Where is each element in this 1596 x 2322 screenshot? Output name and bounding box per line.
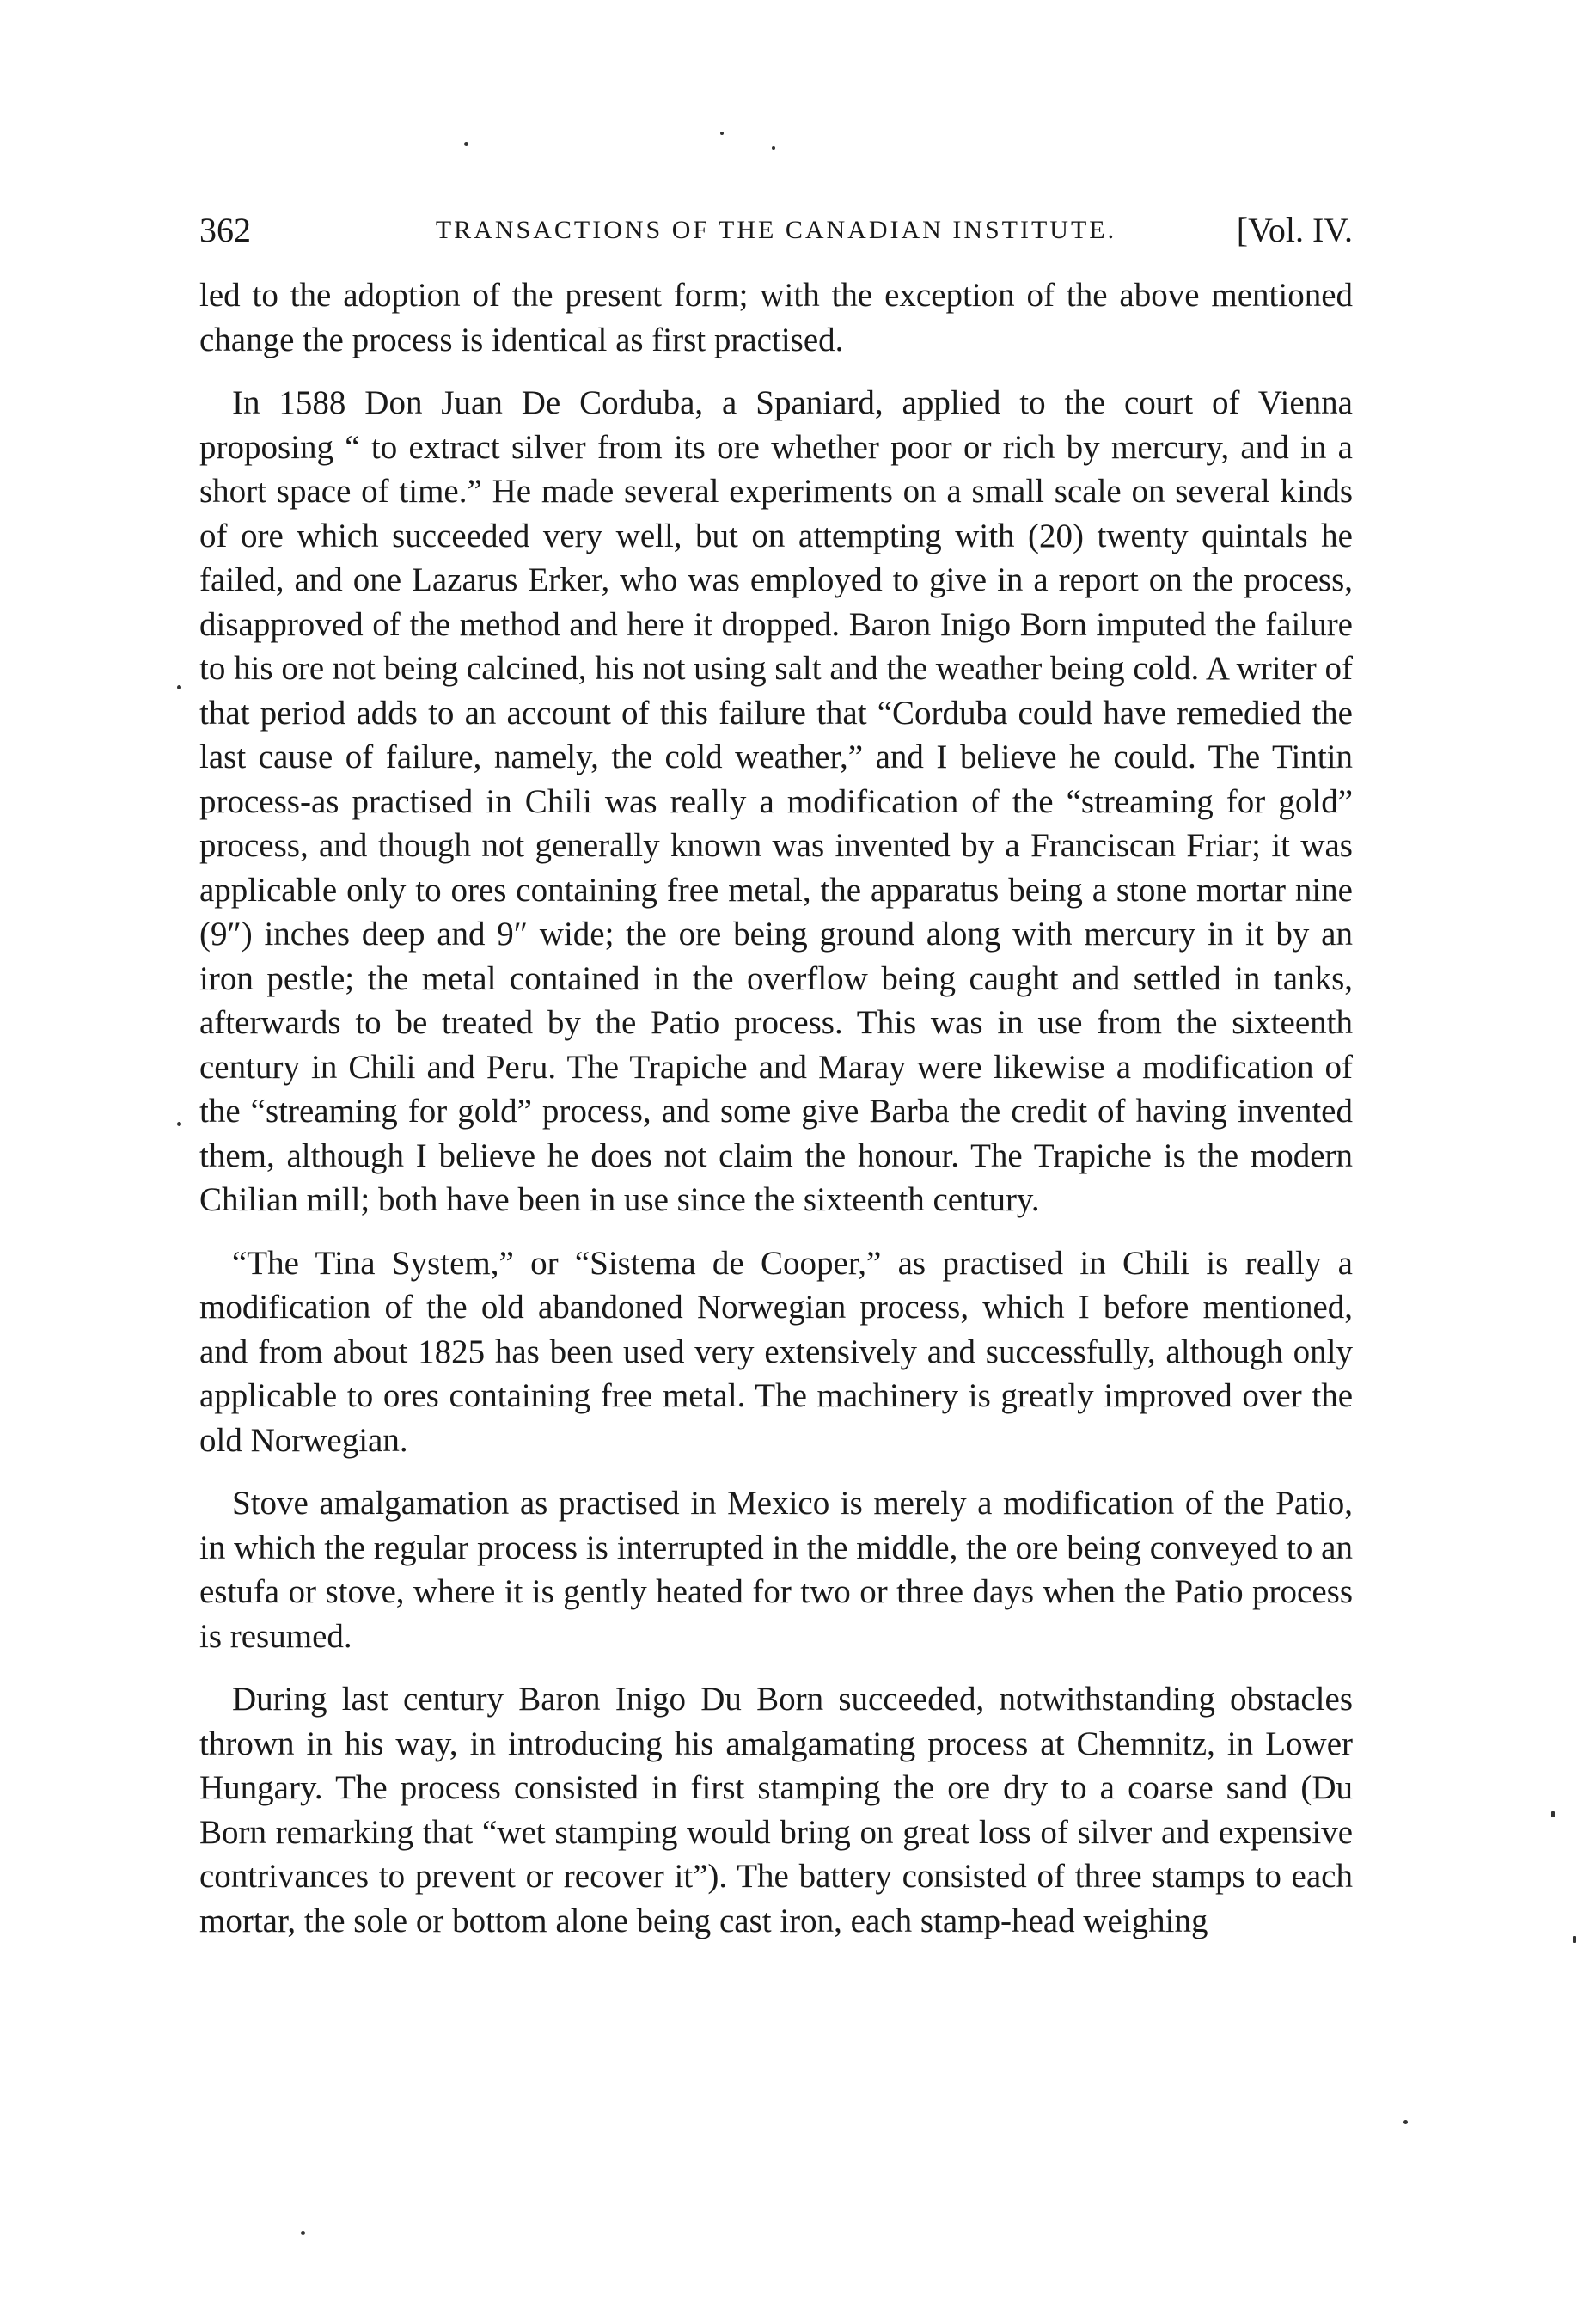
volume-label: [Vol. IV.	[1236, 211, 1353, 249]
scan-speck	[772, 146, 775, 150]
scan-speck	[1573, 1936, 1576, 1943]
scan-speck	[177, 685, 181, 689]
body-text	[199, 273, 1353, 1962]
journal-title: TRANSACTIONS OF THE CANADIAN INSTITUTE.	[435, 216, 1117, 244]
paragraph-tina-system: “The Tina System,” or “Sistema de Cooper,” as practised in Chili is really a modification of the old abandoned Norwegian process, which I before mentioned, and from about 1825 has been used very extensively and successfully, although only applicable to ores containing free metal. The machinery is greatly improved over the old Norwegian.	[199, 1244, 1353, 1459]
paragraph-continuation: led to the adoption of the present form; with the exception of the above mentioned change the process is identical as first practised.	[199, 277, 1353, 358]
paragraph-corduba: In 1588 Don Juan De Corduba, a Spaniard, applied to the court of Vienna proposing “ to extract silver from its ore whether poor or rich by mercury, and in a short space of time.” He made several experiments on a small scale on several kinds of ore which succeeded very well, but on attempting with (20) twenty quintals he failed, and one Lazarus Erker, who was employed to give in a report on the process, disapproved of the method and here it dropped. Baron Inigo Born imputed the failure to his ore not being calcined, his not using salt and the weather being cold. A writer of that period adds to an account of this failure that “Corduba could have remedied the last cause of failure, namely, the cold weather,” and I believe he could. The Tintin process-as practised in Chili was really a modification of the “streaming for gold” process, and though not generally known was invented by a Franciscan Friar; it was applicable only to ores containing free metal, the apparatus being a stone mortar nine (9″) inches deep and 9″ wide; the ore being ground along with mercury in it by an iron pestle; the metal contained in the overflow being caught and settled in tanks, afterwards to be treated by the Patio process. This was in use from the sixteenth century in Chili and Peru. The Trapiche and Maray were likewise a modification of the “streaming for gold” process, and some give Barba the credit of having invented them, although I believe he does not claim the honour. The Trapiche is the modern Chilian mill; both have been in use since the sixteenth century.	[199, 384, 1353, 1218]
scan-speck	[464, 142, 468, 146]
scan-speck	[1551, 1811, 1555, 1817]
paragraph-stove-amalgamation: Stove amalgamation as practised in Mexico is merely a modification of the Patio, in which the regular process is interrupted in the middle, the ore being conveyed to an estufa or stove, where it is gently heated for two or three days when the Patio process is resumed.	[199, 1485, 1353, 1655]
paragraph-du-born: During last century Baron Inigo Du Born succeeded, notwithstanding obstacles thrown in his way, in introducing his amalgamating process at Chemnitz, in Lower Hungary. The process consisted in first stamping the ore dry to a coarse sand (Du Born remarking that “wet stamping would bring on great loss of silver and expensive contrivances to prevent or recover it”). The battery consisted of three stamps to each mortar, the sole or bottom alone being cast iron, each stamp-head weighing	[199, 1681, 1353, 1939]
scan-speck	[301, 2231, 305, 2235]
running-head	[199, 205, 1353, 256]
scan-speck	[177, 1122, 181, 1126]
page-number: 362	[199, 211, 251, 249]
scan-speck	[1403, 2120, 1408, 2124]
scan-speck	[720, 132, 724, 135]
